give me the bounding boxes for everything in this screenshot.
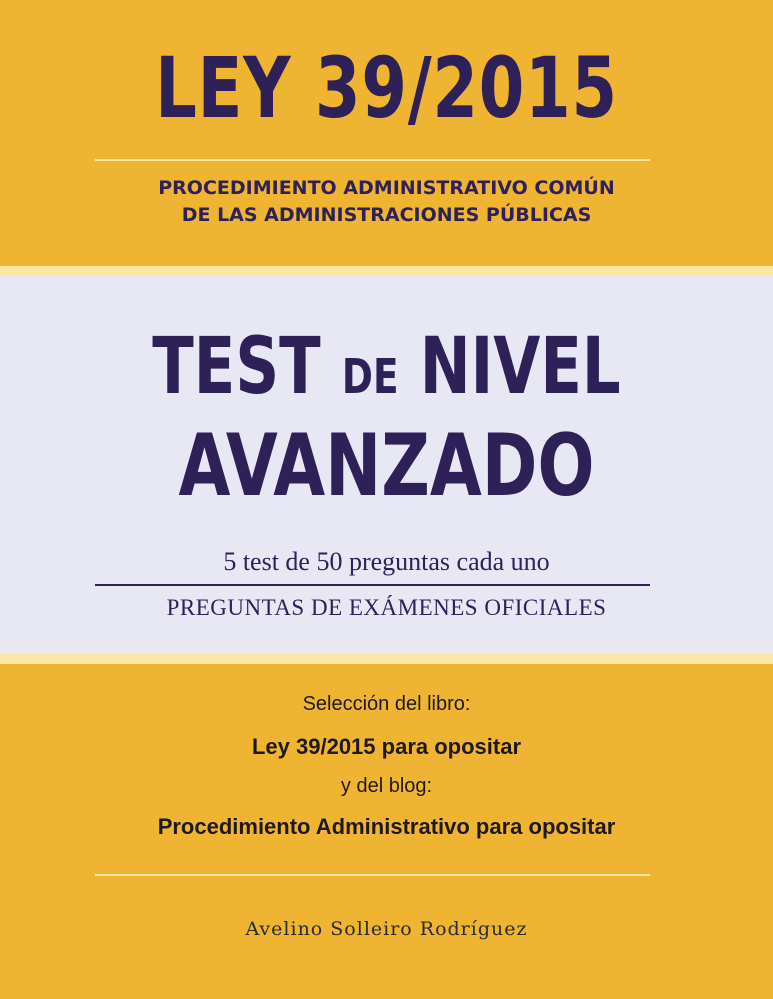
test-word: TEST (152, 322, 321, 412)
subtitle (0, 175, 773, 229)
book-title: Ley 39/2015 para opositar (251, 734, 522, 759)
blog-title: Procedimiento Administrativo para opositar (157, 814, 616, 839)
official-questions: PREGUNTAS DE EXÁMENES OFICIALES (166, 595, 607, 620)
bottom-divider (95, 874, 650, 876)
subtitle-line-1: PROCEDIMIENTO ADMINISTRATIVO COMÚN (158, 177, 615, 199)
level-heading: AVANZADO (178, 416, 595, 516)
main-title: LEY 39/2015 (155, 39, 618, 137)
blog-label: y del blog: (340, 775, 433, 797)
subtitle-line-2: DE LAS ADMINISTRACIONES PÚBLICAS (181, 204, 592, 226)
middle-divider (95, 584, 650, 586)
test-heading (85, 322, 688, 422)
selection-label: Selección del libro: (302, 693, 471, 715)
tests-count: 5 test de 50 preguntas cada uno (223, 547, 550, 576)
author-name: Avelino Solleiro Rodríguez (245, 918, 528, 940)
nivel-word: NIVEL (419, 322, 621, 412)
top-divider (95, 159, 650, 161)
de-word: DE (341, 349, 399, 405)
